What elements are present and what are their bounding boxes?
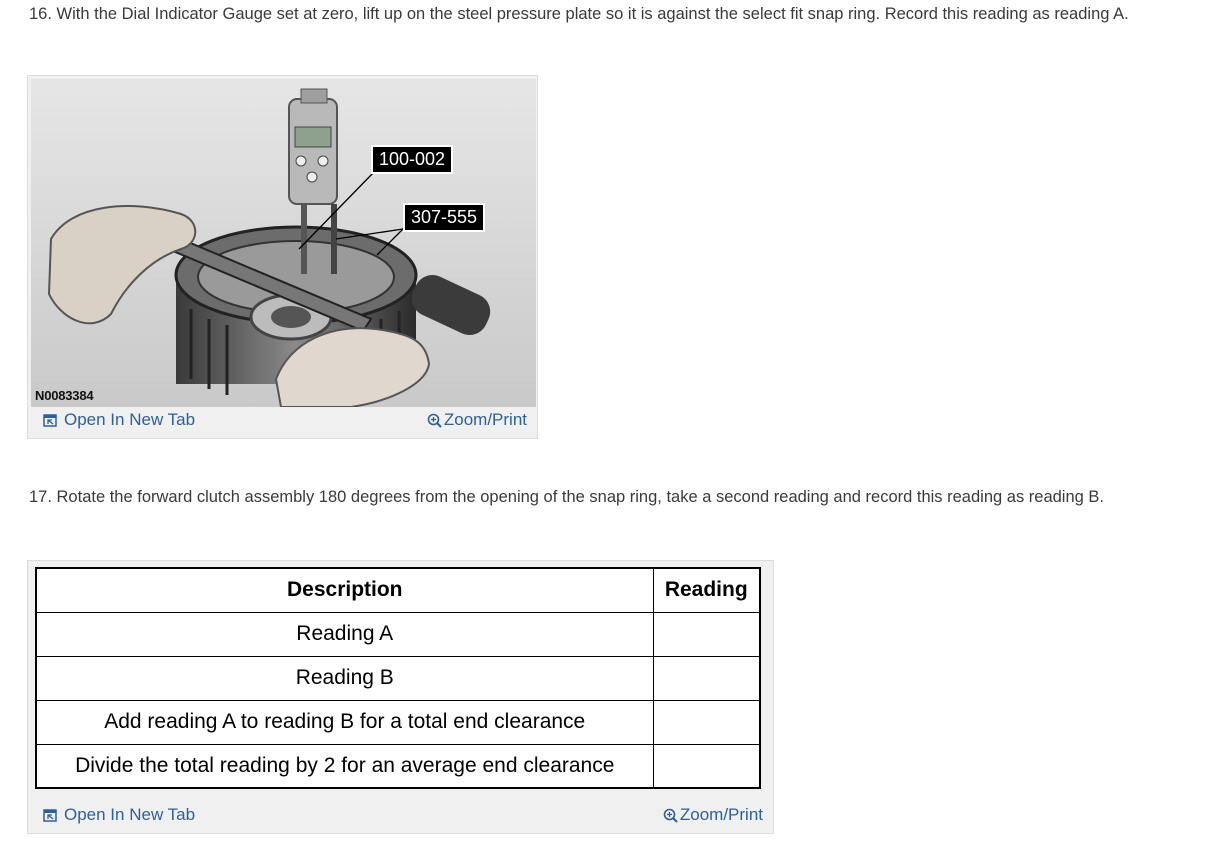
- open-new-tab-link[interactable]: [43, 805, 195, 825]
- figure-id: N0083384: [35, 388, 94, 403]
- figure-1-link-bar: [28, 407, 537, 433]
- zoom-print-label: Zoom/Print: [679, 805, 763, 824]
- zoom-print-label: Zoom/Print: [443, 410, 527, 429]
- row-description: Divide the total reading by 2 for an average end clearance: [36, 744, 653, 788]
- zoom-print-link[interactable]: [427, 410, 527, 430]
- row-description: Reading B: [36, 656, 653, 700]
- open-new-tab-link[interactable]: [43, 410, 195, 430]
- table-row: [36, 656, 760, 700]
- figure-2-link-bar: [28, 802, 773, 828]
- callout-100-002: 100-002: [371, 145, 453, 174]
- open-new-tab-icon: [43, 413, 58, 428]
- figure-clearance-table: [27, 560, 774, 834]
- zoom-icon: [663, 808, 678, 823]
- figure-dial-indicator: [27, 75, 538, 439]
- callout-307-555: 307-555: [403, 203, 485, 232]
- zoom-print-link[interactable]: [663, 805, 763, 825]
- step-17-text: 17. Rotate the forward clutch assembly 180 degrees from the opening of the snap ring, take a second reading and record this reading as reading B.: [29, 488, 1104, 506]
- open-new-tab-label: Open In New Tab: [64, 410, 196, 429]
- row-reading: [653, 612, 760, 656]
- row-reading: [653, 744, 760, 788]
- table-header-row: [36, 568, 760, 612]
- table-row: [36, 612, 760, 656]
- table-row: [36, 744, 760, 788]
- row-description: Reading A: [36, 612, 653, 656]
- clearance-table: [35, 567, 761, 789]
- open-new-tab-icon: [43, 808, 58, 823]
- header-description: Description: [36, 568, 653, 612]
- row-reading: [653, 656, 760, 700]
- table-row: [36, 700, 760, 744]
- step-16-text: 16. With the Dial Indicator Gauge set at zero, lift up on the steel pressure plate so it is against the select fit snap ring. Record this reading as reading A.: [29, 5, 1129, 23]
- row-description: Add reading A to reading B for a total end clearance: [36, 700, 653, 744]
- dial-indicator-photo: [31, 79, 536, 407]
- zoom-icon: [427, 413, 442, 428]
- row-reading: [653, 700, 760, 744]
- open-new-tab-label: Open In New Tab: [64, 805, 196, 824]
- header-reading: Reading: [653, 568, 760, 612]
